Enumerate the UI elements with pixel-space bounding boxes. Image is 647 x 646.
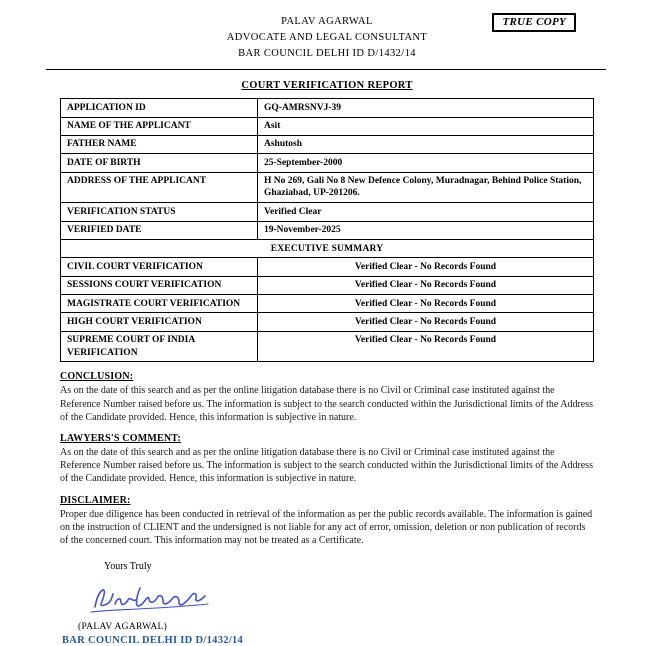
table-row — [61, 172, 594, 203]
detail-label: NAME OF THE APPLICANT — [61, 117, 258, 135]
table-row — [61, 135, 594, 153]
advocate-name: PALAV AGARWAL — [281, 16, 373, 27]
signature — [88, 578, 594, 622]
table-row — [61, 258, 594, 276]
detail-value: H No 269, Gali No 8 New Defence Colony, Muradnagar, Behind Police Station, Ghaziabad, UP-201206. — [258, 172, 594, 203]
table-row — [61, 331, 594, 362]
executive-summary-header-row — [61, 240, 594, 258]
lawyers-comment-heading: LAWYERS'S COMMENT: — [60, 432, 181, 444]
executive-summary-title: EXECUTIVE SUMMARY — [61, 240, 594, 258]
advocate-subtitle: ADVOCATE AND LEGAL CONSULTANT — [226, 31, 428, 43]
detail-value: 19-November-2025 — [258, 221, 594, 239]
detail-label: FATHER NAME — [61, 135, 258, 153]
detail-value: Asit — [258, 117, 594, 135]
table-row — [61, 203, 594, 221]
signatory-name: (PALAV AGARWAL) — [78, 622, 168, 633]
summary-label: SUPREME COURT OF INDIA VERIFICATION — [61, 331, 258, 362]
detail-label: DATE OF BIRTH — [61, 154, 258, 172]
table-row — [61, 276, 594, 294]
detail-label: VERIFICATION STATUS — [61, 203, 258, 221]
signature-ink — [88, 578, 214, 620]
verification-table — [60, 98, 594, 362]
report-title: COURT VERIFICATION REPORT — [241, 80, 413, 92]
summary-label: HIGH COURT VERIFICATION — [61, 313, 258, 331]
detail-value: 25-September-2000 — [258, 154, 594, 172]
detail-value: GQ-AMRSNVJ-39 — [258, 99, 594, 117]
table-row — [61, 313, 594, 331]
summary-label: CIVIL COURT VERIFICATION — [61, 258, 258, 276]
disclaimer-heading: DISCLAIMER: — [60, 494, 131, 506]
closing-line: Yours Truly — [104, 561, 152, 573]
summary-value: Verified Clear - No Records Found — [258, 258, 594, 276]
conclusion-body: As on the date of this search and as per the online litigation database there is no Civil or Criminal case instituted against the Reference Number raised before us. The information is subject to the search conducted within the Jurisdictional limits of the Address of the Candidate provided. Hence, this information is subjective in nature. — [60, 385, 594, 423]
true-copy-stamp: TRUE COPY — [492, 13, 576, 32]
summary-label: SESSIONS COURT VERIFICATION — [61, 276, 258, 294]
table-row — [61, 221, 594, 239]
summary-value: Verified Clear - No Records Found — [258, 331, 594, 362]
summary-value: Verified Clear - No Records Found — [258, 295, 594, 313]
disclaimer-body: Proper due diligence has been conducted in retrieval of the information as per the public records available. The information is gained on the instruction of CLIENT and the undersigned is not liable for any act of error, omission, deletion or non publication of records of the concerned court. This information may not be treated as a Certificate. — [60, 508, 593, 546]
footer-bar-id: BAR COUNCIL DELHI ID D/1432/14 — [62, 635, 244, 646]
disclaimer-section — [60, 495, 594, 548]
detail-value: Ashutosh — [258, 135, 594, 153]
detail-label: VERIFIED DATE — [61, 221, 258, 239]
summary-label: MAGISTRATE COURT VERIFICATION — [61, 295, 258, 313]
detail-label: APPLICATION ID — [61, 99, 258, 117]
table-row — [61, 99, 594, 117]
table-row — [61, 154, 594, 172]
conclusion-section — [60, 371, 594, 424]
letterhead-bar-id: BAR COUNCIL DELHI ID D/1432/14 — [238, 47, 416, 59]
conclusion-heading: CONCLUSION: — [60, 371, 134, 383]
table-row — [61, 117, 594, 135]
letterhead-divider — [46, 69, 606, 70]
summary-value: Verified Clear - No Records Found — [258, 276, 594, 294]
table-row — [61, 295, 594, 313]
detail-value: Verified Clear — [258, 203, 594, 221]
lawyers-comment-section — [60, 433, 594, 486]
lawyers-comment-body: As on the date of this search and as per the online litigation database there is no Civil or Criminal case instituted against the Reference Number raised before us. The information is subject to the search conducted within the Jurisdictional limits of the Address of the Candidate provided. Hence, this information is subjective in nature. — [60, 446, 594, 485]
detail-label: ADDRESS OF THE APPLICANT — [61, 172, 258, 203]
summary-value: Verified Clear - No Records Found — [258, 313, 594, 331]
